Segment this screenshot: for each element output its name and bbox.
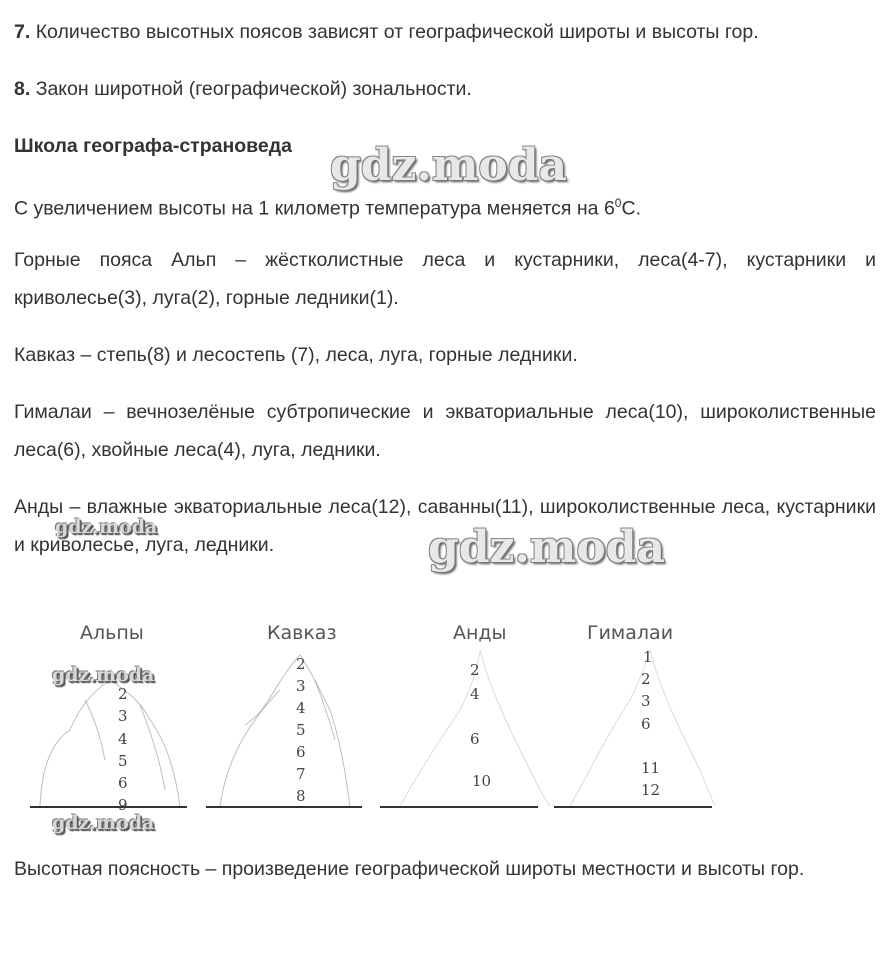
belt-number: 3 [296, 677, 306, 695]
belt-number: 5 [118, 752, 128, 770]
baseline-andes [380, 806, 538, 808]
watermark: gdz.moda [52, 664, 155, 686]
belt-number: 3 [641, 692, 651, 710]
watermark: gdz.moda [52, 812, 155, 834]
baseline-himalaya [554, 806, 712, 808]
watermark: gdz.moda [428, 522, 666, 573]
item-text: Закон широтной (географической) зональности. [35, 78, 472, 100]
belt-number: 2 [118, 685, 128, 703]
belt-number: 12 [641, 781, 661, 799]
item-number: 8. [14, 78, 31, 100]
himalaya-paragraph: Гималаи – вечнозелёные субтропические и экваториальные леса(10), широколиственные леса(6), хвойные леса(4), луга, ледники. [14, 401, 876, 461]
baseline-alps [30, 806, 187, 808]
mountain-title-caucasus: Кавказ [267, 622, 337, 644]
alps-outline [40, 680, 180, 806]
caucasus-paragraph: Кавказ – степь(8) и лесостепь (7), леса, луга, горные ледники. [14, 344, 578, 366]
belt-number: 6 [641, 715, 651, 733]
alps-paragraph: Горные пояса Альп – жёстколистные леса и кустарники, леса(4-7), кустарники и криволесье(3), луга(2), горные ледники(1). [14, 249, 876, 309]
temperature-unit: С. [621, 197, 641, 220]
belt-number: 4 [470, 685, 480, 703]
belt-number: 5 [296, 721, 306, 739]
belt-number: 2 [641, 670, 651, 688]
temperature-text: С увеличением высоты на 1 километр температура меняется на 6 [14, 197, 615, 220]
belt-number: 1 [643, 648, 653, 666]
watermark: gdz.moda [330, 140, 568, 191]
belt-number: 9 [118, 796, 128, 814]
watermark: gdz.moda [55, 516, 158, 538]
item-number: 7. [14, 21, 31, 43]
mountain-title-alps: Альпы [80, 622, 144, 644]
belt-number: 4 [296, 699, 306, 717]
baseline-caucasus [206, 806, 362, 808]
belt-number: 2 [296, 655, 306, 673]
belt-number: 3 [118, 707, 128, 725]
item-text: Количество высотных поясов зависят от географической широты и высоты гор. [35, 21, 759, 43]
caucasus-outline [220, 655, 350, 806]
belt-number: 7 [296, 765, 306, 783]
andes-paragraph: Анды – влажные экваториальные леса(12), саванны(11), широколиственные леса, кустарники и криволесье, луга, ледники. [14, 496, 876, 556]
belt-number: 6 [470, 730, 480, 748]
belt-number: 8 [296, 787, 306, 805]
conclusion-paragraph: Высотная поясность – произведение географической широты местности и высоты гор. [14, 858, 805, 880]
belt-number: 6 [296, 743, 306, 761]
mountain-title-himalaya: Гималаи [587, 622, 674, 644]
mountain-title-andes: Анды [453, 622, 507, 644]
degree-superscript: 0 [614, 196, 622, 210]
belt-number: 11 [641, 759, 661, 777]
belt-number: 6 [118, 774, 128, 792]
belt-number: 10 [472, 772, 492, 790]
belt-number: 4 [118, 730, 128, 748]
section-title: Школа географа-страноведа [14, 135, 292, 157]
belt-number: 2 [470, 661, 480, 679]
